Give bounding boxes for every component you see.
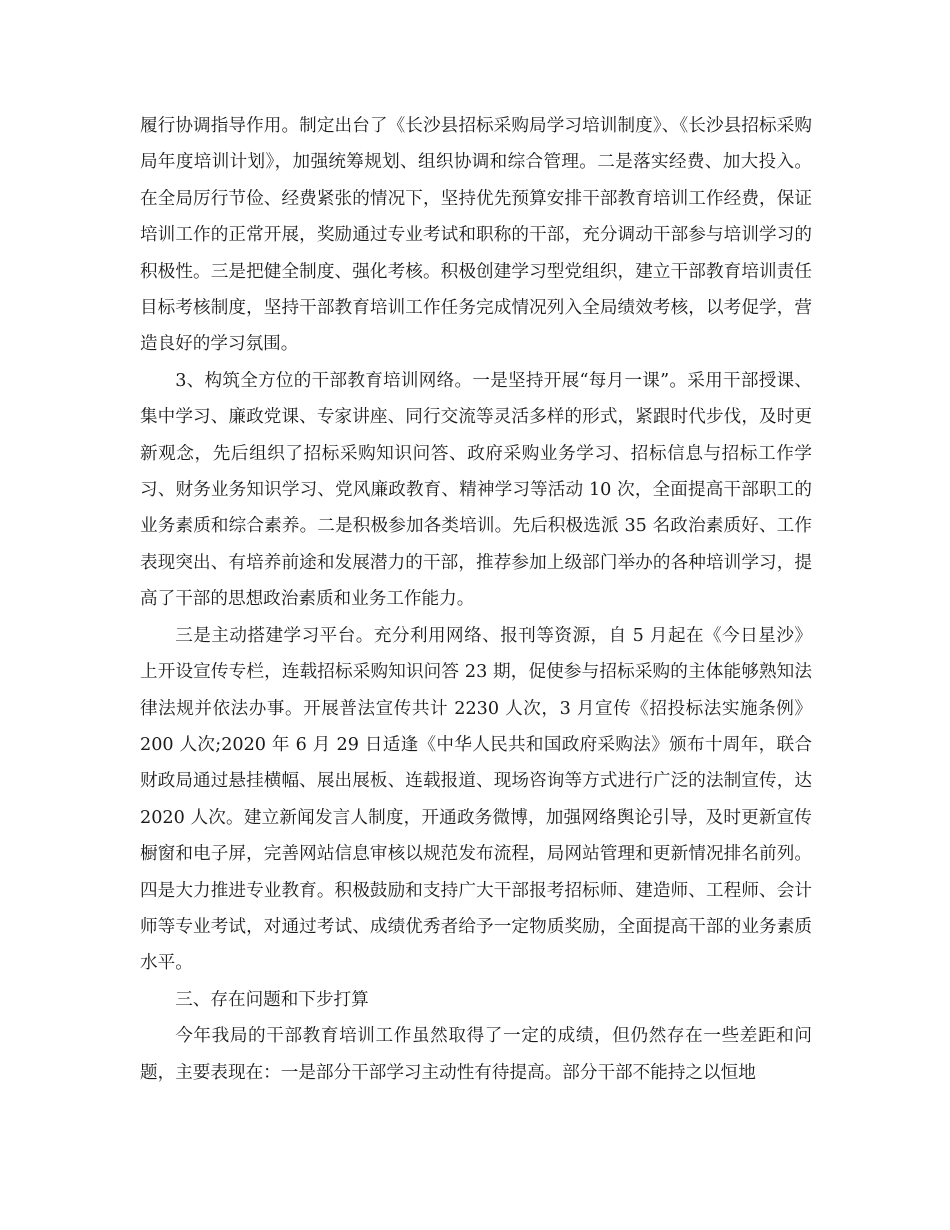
paragraph-learning-platform: 三是主动搭建学习平台。充分利用网络、报刊等资源，自 5 月起在《今日星沙》上开设宣传专栏，连载招标采购知识问答 23 期，促使参与招标采购的主体能够熟知法律法规并依法办事。开展普法宣传共计 2230 人次，3 月宣传《招投标法实施条例》200 人次;2020 年 6 月 29 日适逢《中华人民共和国政府采购法》颁布十周年，联合财政局通过悬挂横幅、展出展板、连载报道、现场咨询等方式进行广泛的法制宣传，达 2020 人次。建立新闻发言人制度，开通政务微博，加强网络舆论引导，及时更新宣传橱窗和电子屏，完善网站信息审核以规范发布流程，局网站管理和更新情况排名前列。四是大力推进专业教育。积极鼓励和支持广大干部报考招标师、建造师、工程师、会计师等专业考试，对通过考试、成绩优秀者给予一定物质奖励，全面提高干部的业务素质水平。 [140, 625, 812, 974]
paragraph-problems: 今年我局的干部教育培训工作虽然取得了一定的成绩，但仍然存在一些差距和问题，主要表现在：一是部分干部学习主动性有待提高。部分干部不能持之以恒地 [140, 1026, 812, 1083]
section-heading-problems: 三、存在问题和下步打算 [175, 989, 369, 1010]
document-body [140, 108, 812, 1091]
paragraph-training-network: 3、构筑全方位的干部教育培训网络。一是坚持开展“每月一课”。采用干部授课、集中学习、廉政党课、专家讲座、同行交流等灵活多样的形式，紧跟时代步伐，及时更新观念，先后组织了招标采购知识问答、政府采购业务学习、招标信息与招标工作学习、财务业务知识学习、党风廉政教育、精神学习等活动 10 次，全面提高干部职工的业务素质和综合素养。二是积极参加各类培训。先后积极选派 35 名政治素质好、工作表现突出、有培养前途和发展潜力的干部，推荐参加上级部门举办的各种培训学习，提高了干部的思想政治素质和业务工作能力。 [140, 370, 812, 610]
paragraph-continuation: 履行协调指导作用。制定出台了《长沙县招标采购局学习培训制度》、《长沙县招标采购局年度培训计划》，加强统筹规划、组织协调和综合管理。二是落实经费、加大投入。在全局厉行节俭、经费紧张的情况下，坚持优先预算安排干部教育培训工作经费，保证培训工作的正常开展，奖励通过专业考试和职称的干部，充分调动干部参与培训学习的积极性。三是把健全制度、强化考核。积极创建学习型党组织，建立干部教育培训责任目标考核制度，坚持干部教育培训工作任务完成情况列入全局绩效考核，以考促学，营造良好的学习氛围。 [140, 116, 812, 355]
